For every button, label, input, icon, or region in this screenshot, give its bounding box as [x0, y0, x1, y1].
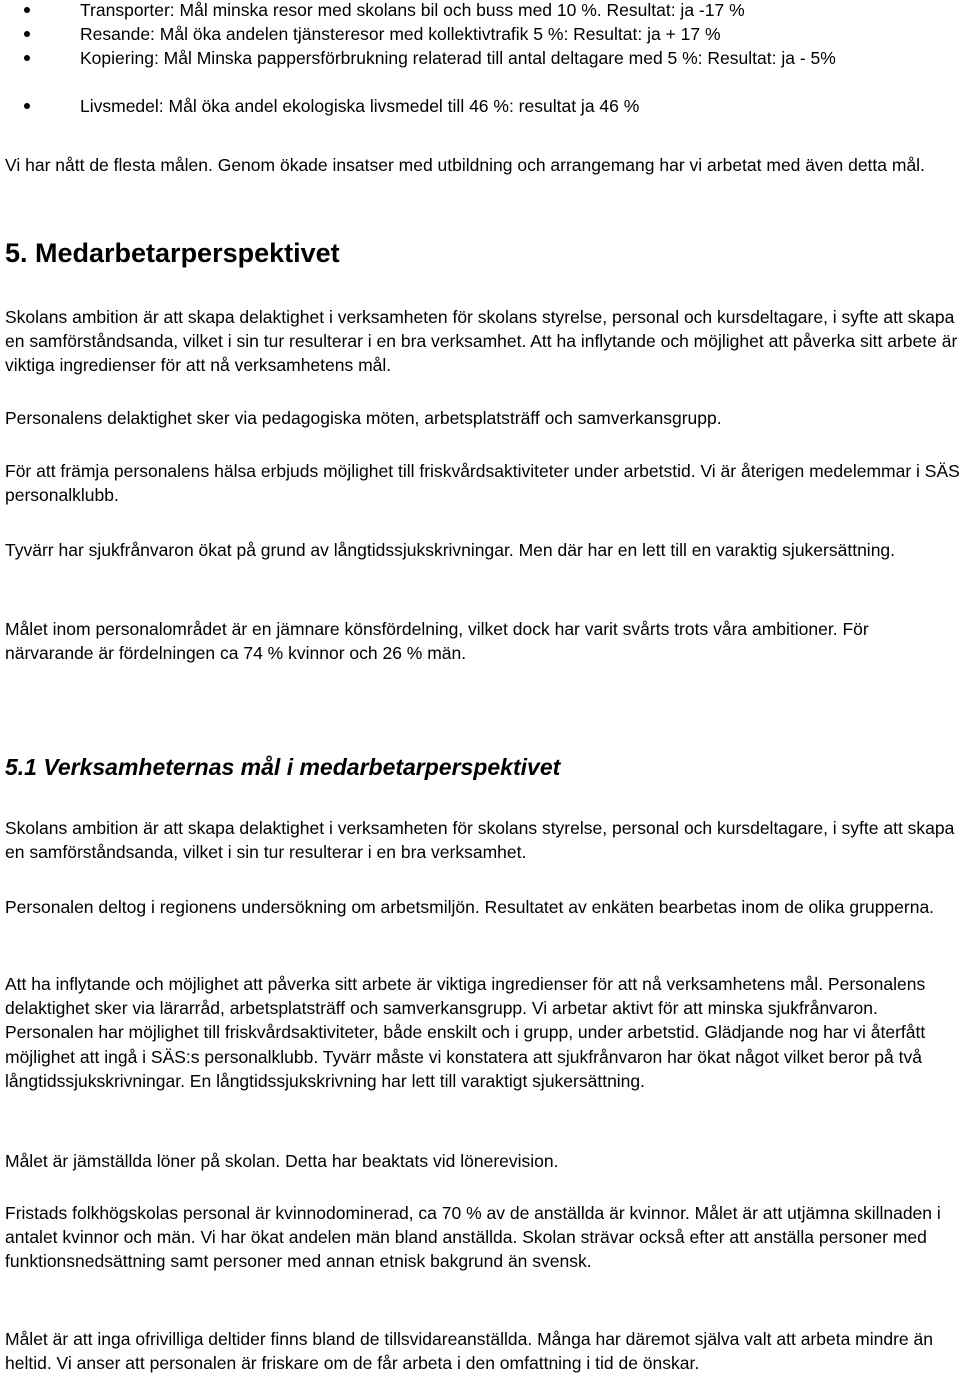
- section-5-1-paragraph: Att ha inflytande och möjlighet att påverka sitt arbete är viktiga ingredienser för att nå verksamhetens mål. Personalens delaktighet sker via lärarråd, arbetsplatsträff och samverkansgrupp. Vi arbetar aktivt för att minska sjukfrånvaron. Personalen har möjlighet till friskvårdsaktiviteter, både enskilt och i grupp, under arbetstid. Glädjande nog har vi återfått möjlighet att ingå i SÄS:s personalklubb. Tyvärr måste vi konstatera att sjukfrånvaron har ökat något vilket beror på två långtidssjukskrivningar. En långtidssjukskrivning har lett till varaktigt sjukersättning.: [5, 974, 926, 1091]
- section-5-paragraph: Personalens delaktighet sker via pedagogiska möten, arbetsplatsträff och samverkansgrupp.: [5, 408, 722, 428]
- list-item: [0, 22, 960, 46]
- section-5-heading: 5. Medarbetarperspektivet: [5, 238, 340, 268]
- bullet-icon: [24, 31, 30, 37]
- list-item-text: Resande: Mål öka andelen tjänsteresor med kollektivtrafik 5 %: Resultat: ja + 17 %: [80, 24, 721, 44]
- section-5-paragraph: Skolans ambition är att skapa delaktighet i verksamheten för skolans styrelse, personal och kursdeltagare, i syfte att skapa en samförståndsanda, vilket i sin tur resulterar i en bra verksamhet. Att ha inflytande och möjlighet att påverka sitt arbete är viktiga ingredienser för att nå verksamhetens mål.: [5, 307, 958, 376]
- intro-paragraph: Vi har nått de flesta målen. Genom ökade insatser med utbildning och arrangemang har vi arbetat med även detta mål.: [5, 155, 925, 175]
- bullet-icon: [24, 103, 30, 109]
- list-item-text: Kopiering: Mål Minska pappersförbrukning relaterad till antal deltagare med 5 %: Resultat: ja - 5%: [80, 48, 836, 68]
- list-item-text: Livsmedel: Mål öka andel ekologiska livsmedel till 46 %: resultat ja 46 %: [80, 96, 640, 116]
- section-5-1-heading: 5.1 Verksamheternas mål i medarbetarperspektivet: [5, 754, 561, 780]
- bullet-icon: [24, 7, 30, 13]
- section-5-paragraph: Målet inom personalområdet är en jämnare könsfördelning, vilket dock har varit svårts trots våra ambitioner. För närvarande är fördelningen ca 74 % kvinnor och 26 % män.: [5, 619, 869, 664]
- list-item: [0, 0, 960, 22]
- list-item-text: Transporter: Mål minska resor med skolans bil och buss med 10 %. Resultat: ja -17 %: [80, 0, 745, 20]
- section-5-1-paragraph: Målet är att inga ofrivilliga deltider finns bland de tillsvidareanställda. Många har däremot själva valt att arbeta mindre än heltid. Vi anser att personalen är friskare om de får arbeta i den omfattning i tid de önskar.: [5, 1329, 933, 1374]
- goals-bullet-list: [0, 0, 960, 118]
- section-5-1-paragraph: Personalen deltog i regionens undersökning om arbetsmiljön. Resultatet av enkäten bearbetas inom de olika grupperna.: [5, 897, 935, 917]
- section-5-1-paragraph: Fristads folkhögskolas personal är kvinnodominerad, ca 70 % av de anställda är kvinnor. Målet är att utjämna skillnaden i antalet kvinnor och män. Vi har ökat andelen män bland anställda. Skolan strävar också efter att anställa personer med funktionsnedsättning samt personer med annan etnisk bakgrund än svensk.: [5, 1203, 941, 1272]
- section-5-1-paragraph: Skolans ambition är att skapa delaktighet i verksamheten för skolans styrelse, personal och kursdeltagare, i syfte att skapa en samförståndsanda, vilket i sin tur resulterar i en bra verksamhet.: [5, 818, 955, 863]
- section-5-1-paragraph: Målet är jämställda löner på skolan. Detta har beaktats vid lönerevision.: [5, 1151, 559, 1171]
- list-item: [0, 46, 960, 94]
- section-5-paragraph: Tyvärr har sjukfrånvaron ökat på grund av långtidssjukskrivningar. Men där har en lett till en varaktig sjukersättning.: [5, 540, 896, 560]
- section-5-paragraph: För att främja personalens hälsa erbjuds möjlighet till friskvårdsaktiviteter under arbetstid. Vi är återigen medelemmar i SÄS personalklubb.: [5, 461, 960, 506]
- list-item: [0, 94, 960, 118]
- bullet-icon: [24, 55, 30, 61]
